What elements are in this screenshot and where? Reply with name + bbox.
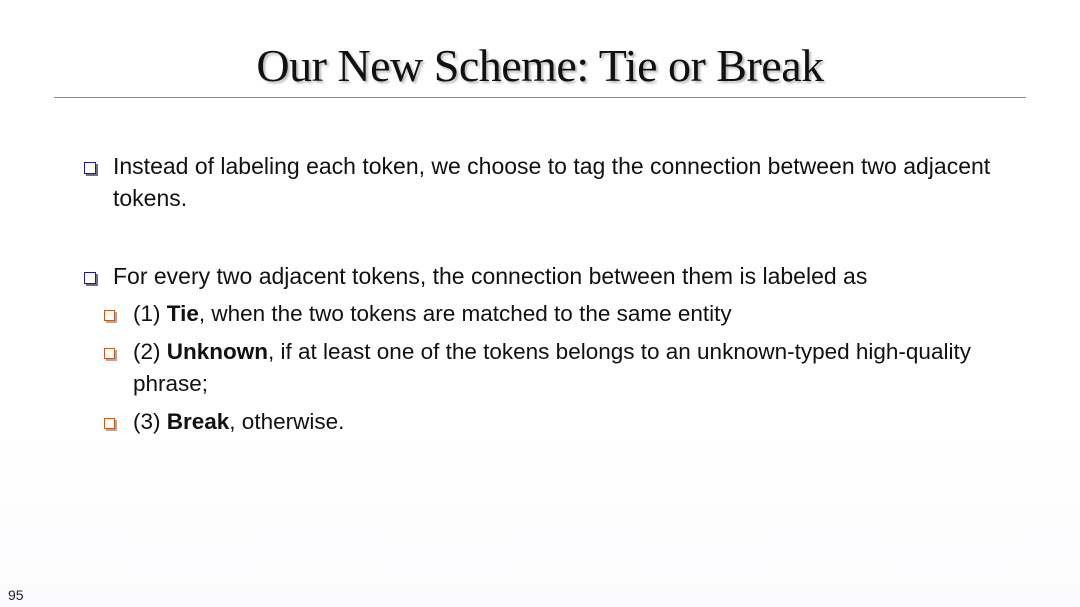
sub-bullet-break: [100, 406, 1040, 438]
sub-bullet-keyword: Tie: [166, 301, 199, 326]
sub-bullet-tie: [100, 298, 1040, 330]
square-bullet-icon: [84, 272, 96, 284]
bullet-text: For every two adjacent tokens, the connection between them is labeled as: [113, 263, 868, 289]
sub-bullet-suffix: , when the two tokens are matched to the same entity: [198, 301, 732, 326]
bullet-item-1: [80, 150, 1040, 214]
bullet-item-2: [80, 260, 1040, 292]
slide-title: Our New Scheme: Tie or Break: [256, 40, 824, 91]
page-number: 95: [8, 587, 24, 603]
square-bullet-icon: [104, 310, 115, 321]
sub-bullet-suffix: , if at least one of the tokens belongs to an unknown-typed high-quality phrase;: [133, 339, 971, 396]
square-bullet-icon: [84, 162, 96, 174]
sub-bullet-keyword: Break: [166, 409, 230, 434]
bullet-list: [80, 150, 1040, 438]
sub-bullet-prefix: (2): [133, 339, 167, 364]
title-divider: [54, 97, 1026, 98]
square-bullet-icon: [104, 348, 115, 359]
sub-bullet-suffix: , otherwise.: [229, 409, 345, 434]
square-bullet-icon: [104, 418, 115, 429]
sub-bullet-keyword: Unknown: [166, 339, 268, 364]
sub-bullet-unknown: [100, 336, 1040, 400]
bullet-text: Instead of labeling each token, we choose to tag the connection between two adjacent tokens.: [113, 153, 991, 211]
sub-bullet-prefix: (3): [133, 409, 167, 434]
sub-bullet-prefix: (1): [133, 301, 167, 326]
